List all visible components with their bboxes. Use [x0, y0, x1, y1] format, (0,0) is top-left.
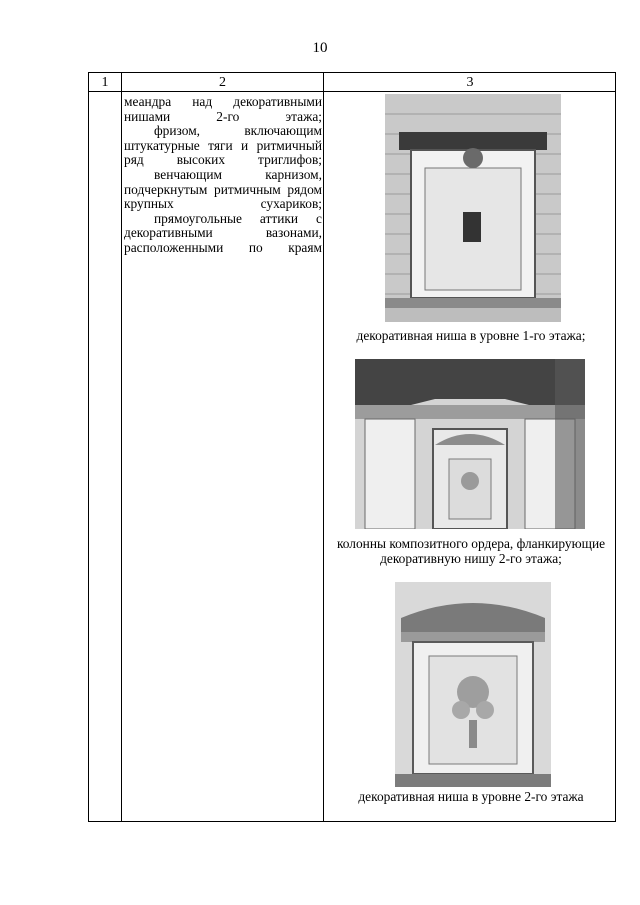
description-paragraph: фризом, включающим штукатурные тяги и ритмичный ряд высоких триглифов; [124, 123, 322, 168]
description-paragraph: венчающим карнизом, подчеркнутым ритмичным рядом крупных сухариков; [124, 166, 322, 212]
header-divider [89, 91, 615, 92]
column-divider [323, 73, 324, 821]
niche-1st-floor-photo [385, 94, 561, 322]
description-paragraph: прямоугольные аттики с декоративными вазонами, расположенными по краям [124, 210, 322, 255]
column-divider [121, 73, 122, 821]
column-header-1: 1 [101, 75, 109, 90]
page-number: 10 [312, 40, 328, 56]
figure-caption: декоративная ниша в уровне 1-го этажа; [356, 328, 586, 343]
column-header-2: 2 [219, 75, 226, 90]
composite-columns-photo [355, 359, 585, 529]
description-cell [124, 95, 322, 256]
figure-caption: декоративная ниша в уровне 2-го этажа [358, 789, 584, 804]
document-table [88, 72, 616, 822]
column-header-3: 3 [466, 75, 474, 90]
niche-2nd-floor-photo [395, 582, 551, 787]
figure-caption: колонны композитного ордера, фланкирующие декоративную нишу 2-го этажа; [336, 536, 606, 566]
description-paragraph: меандра над декоративными нишами 2-го этажа; [124, 94, 322, 124]
